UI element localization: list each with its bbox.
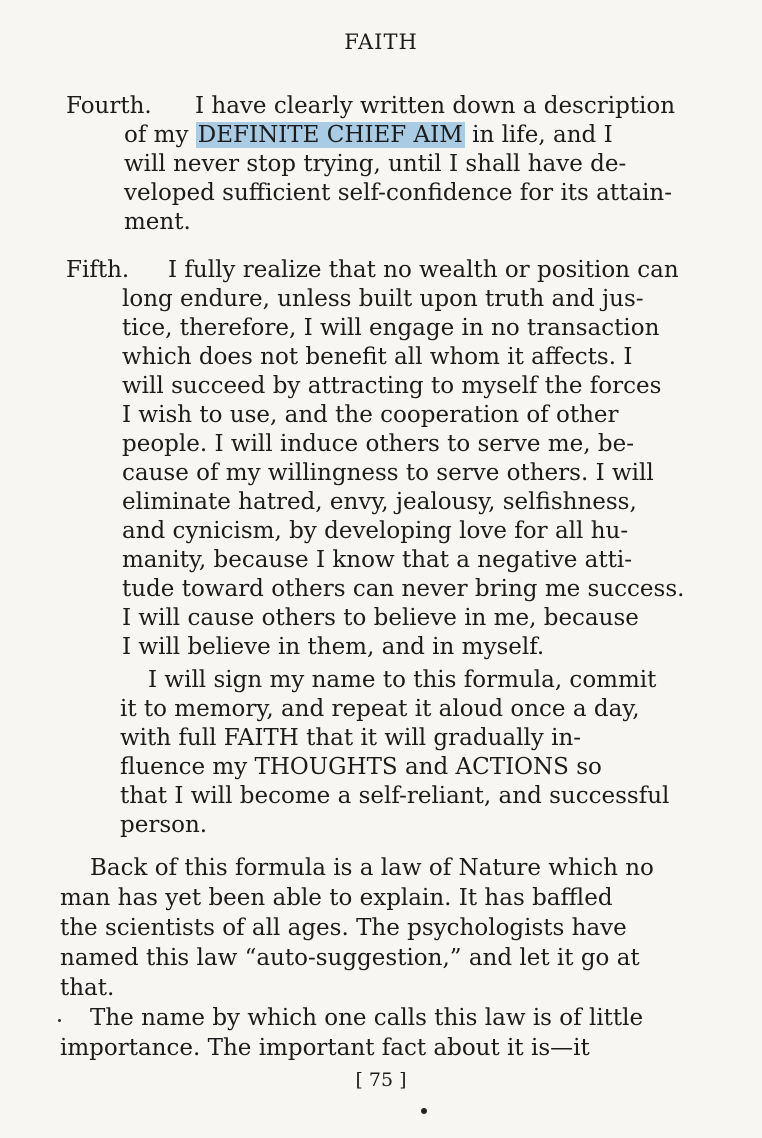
back-line-3: the scientists of all ages. The psychologists have	[60, 915, 627, 941]
fourth-line-4: veloped sufficient self-confidence for its attain-	[124, 180, 673, 206]
sign-line-4: fluence my THOUGHTS and ACTIONS so	[120, 754, 602, 780]
page-title: FAITH	[344, 30, 418, 54]
fifth-line-9: eliminate hatred, envy, jealousy, selfishness,	[122, 489, 637, 515]
ink-speck	[58, 1019, 61, 1022]
fifth-line-8: cause of my willingness to serve others. I will	[122, 460, 654, 486]
page-number: [ 75 ]	[355, 1069, 407, 1091]
fifth-line-3: tice, therefore, I will engage in no transaction	[122, 315, 660, 341]
fourth-label: Fourth.	[66, 93, 152, 119]
fourth-line-2	[124, 121, 613, 150]
name-line-2: importance. The important fact about it is—it	[60, 1035, 590, 1061]
ink-dot	[421, 1108, 427, 1114]
fifth-line-6: I wish to use, and the cooperation of other	[122, 402, 619, 428]
back-line-5: that.	[60, 975, 115, 1001]
sign-line-2: it to memory, and repeat it aloud once a day,	[120, 696, 640, 722]
sign-line-3: with full FAITH that it will gradually in-	[120, 725, 582, 751]
fourth-line-2-pre: of my	[124, 122, 189, 148]
name-line-1: The name by which one calls this law is of little	[90, 1005, 644, 1031]
fifth-line-7: people. I will induce others to serve me, be-	[122, 431, 634, 457]
fifth-line-13: I will cause others to believe in me, because	[122, 605, 639, 631]
fifth-line-14: I will believe in them, and in myself.	[122, 634, 545, 660]
fifth-line-11: manity, because I know that a negative atti-	[122, 547, 632, 573]
fifth-line-5: will succeed by attracting to myself the forces	[122, 373, 662, 399]
fourth-line-1: I have clearly written down a description	[195, 93, 676, 119]
fifth-line-10: and cynicism, by developing love for all hu-	[122, 518, 629, 544]
fifth-line-4: which does not benefit all whom it affects. I	[122, 344, 633, 370]
fourth-line-5: ment.	[124, 209, 191, 235]
sign-line-5: that I will become a self-reliant, and successful	[120, 783, 670, 809]
highlighted-definite-chief-aim[interactable]: DEFINITE CHIEF AIM	[197, 122, 463, 148]
sign-line-1: I will sign my name to this formula, commit	[148, 667, 657, 693]
fourth-line-2-post: in life, and I	[472, 122, 613, 148]
fifth-label: Fifth.	[66, 257, 130, 283]
fifth-line-1: I fully realize that no wealth or position can	[168, 257, 679, 283]
fourth-line-3: will never stop trying, until I shall have de-	[124, 151, 627, 177]
back-line-2: man has yet been able to explain. It has baffled	[60, 885, 613, 911]
sign-line-6: person.	[120, 812, 208, 838]
fifth-line-12: tude toward others can never bring me success.	[122, 576, 685, 602]
back-line-1: Back of this formula is a law of Nature which no	[90, 855, 654, 881]
fifth-line-2: long endure, unless built upon truth and jus-	[122, 286, 644, 312]
back-line-4: named this law “auto-suggestion,” and let it go at	[60, 945, 640, 971]
